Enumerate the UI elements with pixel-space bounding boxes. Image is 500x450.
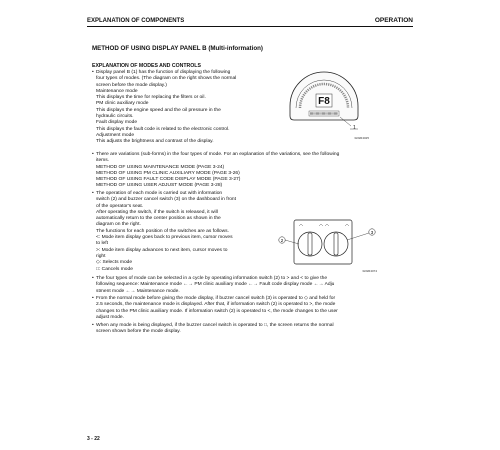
text-line: stment mode ←→ Maintenance mode. <box>96 288 180 294</box>
bullet-switch-operation: • The operation of each mode is carried out with information <box>92 191 236 197</box>
text-line: After operating the switch, if the switch is released, it will <box>96 209 218 215</box>
text-line: screen shown before the mode display. <box>96 329 181 335</box>
text-line: This displays the fault code is related to the electronic control. <box>96 126 230 132</box>
modes-description <box>92 70 236 146</box>
header-rule <box>87 26 413 27</box>
mode-cycle-paragraph <box>92 276 414 295</box>
header-section-title: EXPLANATION OF COMPONENTS <box>87 18 185 24</box>
bullet-mode-cycle: • The four types of mode can be selected in a cycle by operating information switch (2) to > and < to give the <box>92 276 414 282</box>
variations-paragraph <box>92 152 414 190</box>
page-number: 3 - 22 <box>87 436 100 442</box>
section-subtitle: EXPLANATION OF MODES AND CONTROLS <box>92 63 201 69</box>
function-right: >: Mode item display advances to next item, cursor moves to <box>96 247 228 253</box>
text-line: automatically return to the center position as shown in the <box>96 216 221 222</box>
text-line: diagram on the right. <box>96 222 141 228</box>
function-cancel: □: Cancels mode <box>96 266 133 272</box>
exit-mode-paragraph <box>92 323 414 336</box>
switch-operation-description <box>92 191 236 273</box>
figure-code: 3LWR4074 <box>362 269 377 273</box>
text-line: right <box>96 253 106 259</box>
mode-name-fault: Fault display mode <box>96 120 138 126</box>
mode-name-adjustment: Adjustment mode <box>96 132 135 138</box>
text-line: following sequence: Maintenance mode ←→ PM clinic auxiliary mode ←→ Fault code display mode ←→ Adju <box>96 282 335 288</box>
text-line: screen before the mode display.) <box>96 82 167 88</box>
switches-figure <box>276 216 378 274</box>
text-line: 2.5 seconds, the maintenance mode is displayed. After that, if information switch (2) is operated to >, the mode <box>96 302 336 308</box>
reference-fault-code: METHOD OF USING FAULT CODE DISPLAY MODE (PAGE 3-27) <box>96 177 241 183</box>
bullet-exit-mode: • When any mode is being displayed, if the buzzer cancel switch is operated to □, the screen returns the normal <box>92 323 414 329</box>
header-chapter-title: OPERATION <box>374 17 413 24</box>
enter-mode-paragraph <box>92 296 414 321</box>
function-select: ◇: Selects mode <box>96 260 133 266</box>
text-line: This adjusts the brightness and contrast of the display. <box>96 139 214 145</box>
display-readout: F8 <box>318 96 330 107</box>
callout-label-3: 3 <box>370 229 374 235</box>
text-line: switch (2) and buzzer cancel switch (3) on the dashboard in front <box>96 197 236 203</box>
function-left: <: Mode item display goes back to previous item, cursor moves <box>96 235 233 241</box>
figure-code: 3LWR4025 <box>354 136 369 140</box>
text-line: to left <box>96 241 108 247</box>
text-line: The functions for each position of the switches are as follows. <box>96 228 229 234</box>
mode-name-pm-clinic: PM clinic auxiliary mode <box>96 101 149 107</box>
text-line: four types of modes. (The diagram on the right shows the normal <box>96 76 237 82</box>
information-switch-lever <box>308 233 312 255</box>
text-line: adjust mode. <box>96 314 125 320</box>
text-line: This displays the time for replacing the filters or oil. <box>96 95 206 101</box>
callout-label-2: 2 <box>280 237 284 243</box>
text-line: hydraulic circuits. <box>96 114 134 120</box>
text-line: changes to the PM clinic auxiliary mode. If information switch (2) is operated to <, the mode changes to the user <box>96 308 338 314</box>
reference-user-adjust: METHOD OF USING USER ADJUST MODE (PAGE 3-28) <box>96 183 223 189</box>
bullet-enter-mode: • From the normal mode before giving the mode display, if buzzer cancel switch (3) is operated to ◇ and held for <box>92 296 414 302</box>
page-title: METHOD OF USING DISPLAY PANEL B (Multi-information) <box>92 45 263 52</box>
bullet-variations: • There are variations (sub-forms) in the four types of mode. For an explanation of the variations, see the following <box>92 152 414 158</box>
text-line: of the operator's seat. <box>96 203 144 209</box>
buzzer-cancel-switch-lever <box>334 233 338 255</box>
mode-name-maintenance: Maintenance mode <box>96 88 138 94</box>
text-line: items. <box>96 158 110 164</box>
reference-pm-clinic: METHOD OF USING PM CLINIC AUXILIARY MODE (PAGE 3-26) <box>96 170 240 176</box>
bullet-display-panel: • Display panel B (1) has the function of displaying the following <box>92 70 236 76</box>
display-panel-figure <box>276 70 370 141</box>
callout-label: 1 <box>353 125 356 131</box>
reference-maintenance: METHOD OF USING MAINTENANCE MODE (PAGE 3-24) <box>96 164 225 170</box>
text-line: This displays the engine speed and the oil pressure in the <box>96 107 221 113</box>
